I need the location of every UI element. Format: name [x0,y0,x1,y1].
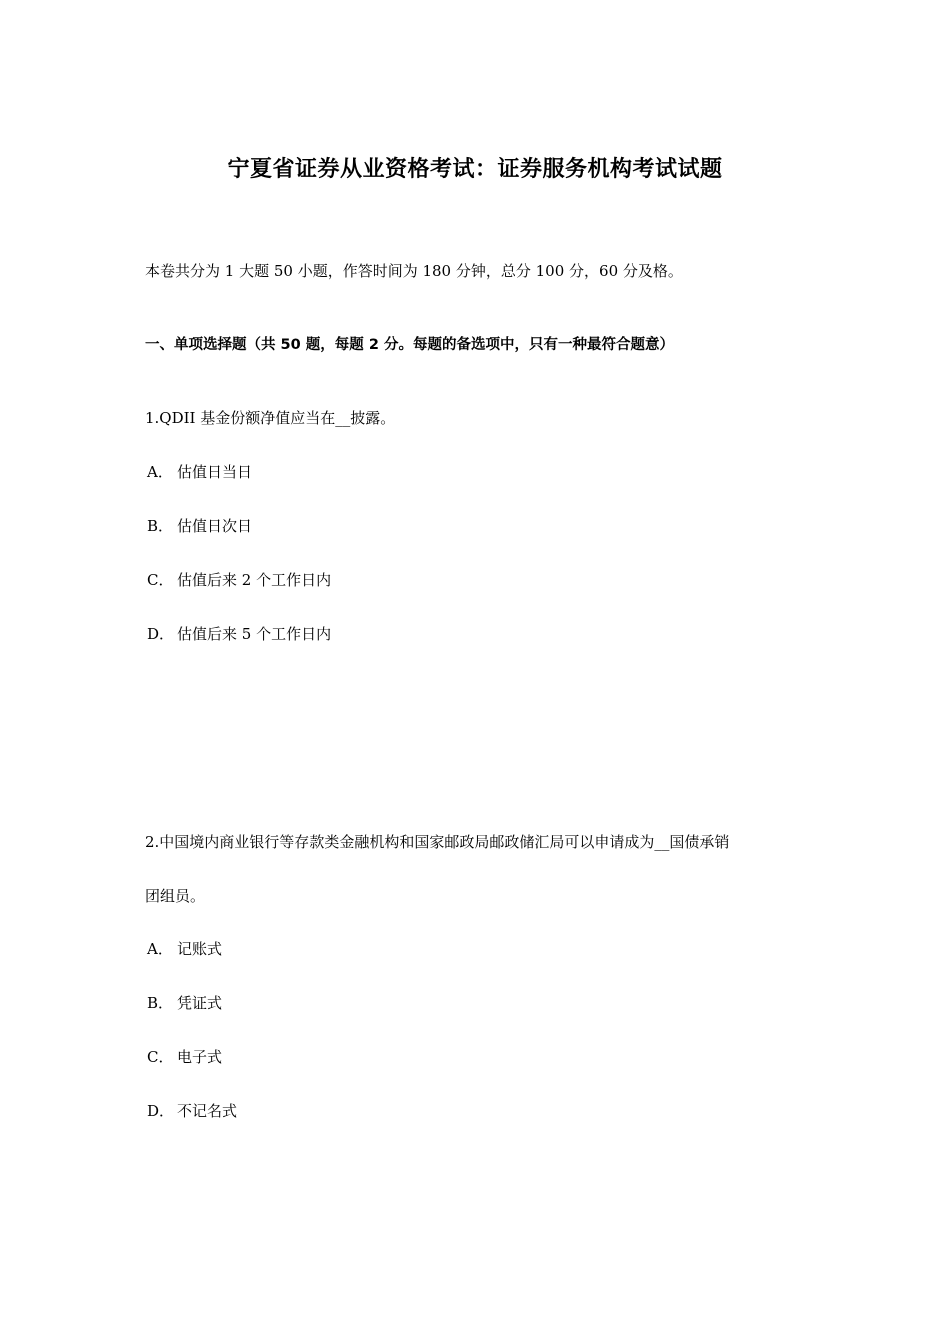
option-b [147,992,222,1013]
option-text: 不记名式 [177,1102,238,1120]
option-a [147,461,252,482]
section-heading: 一、单项选择题（共 50 题，每题 2 分。每题的备选项中，只有一种最符合题意） [145,337,674,353]
option-letter: D． [147,1102,175,1120]
document-title: 宁夏省证券从业资格考试：证券服务机构考试试题 [227,157,723,182]
option-letter: A． [147,463,173,481]
option-letter: B． [147,517,174,535]
question-stem: 2.中国境内商业银行等存款类金融机构和国家邮政局邮政储汇局可以申请成为__国债承销 [145,833,730,851]
option-text: 估值日次日 [177,517,253,535]
option-c [147,1046,222,1067]
option-text: 凭证式 [177,994,223,1012]
option-d [147,623,331,644]
option-letter: A． [147,940,173,958]
question-stem: 1.QDII 基金份额净值应当在__披露。 [145,409,396,427]
option-letter: B． [147,994,174,1012]
option-letter: C． [147,571,174,589]
option-letter: C． [147,1048,174,1066]
option-text: 估值日当日 [177,463,253,481]
option-text: 估值后来 2 个工作日内 [177,571,332,589]
option-b [147,515,252,536]
question-stem-continuation: 团组员。 [145,887,206,905]
option-d [147,1100,237,1121]
option-c [147,569,331,590]
option-letter: D． [147,625,175,643]
option-text: 电子式 [177,1048,223,1066]
option-text: 估值后来 5 个工作日内 [177,625,332,643]
exam-intro: 本卷共分为 1 大题 50 小题，作答时间为 180 分钟，总分 100 分，60 分及格。 [145,262,683,280]
option-text: 记账式 [177,940,223,958]
option-a [147,938,222,959]
